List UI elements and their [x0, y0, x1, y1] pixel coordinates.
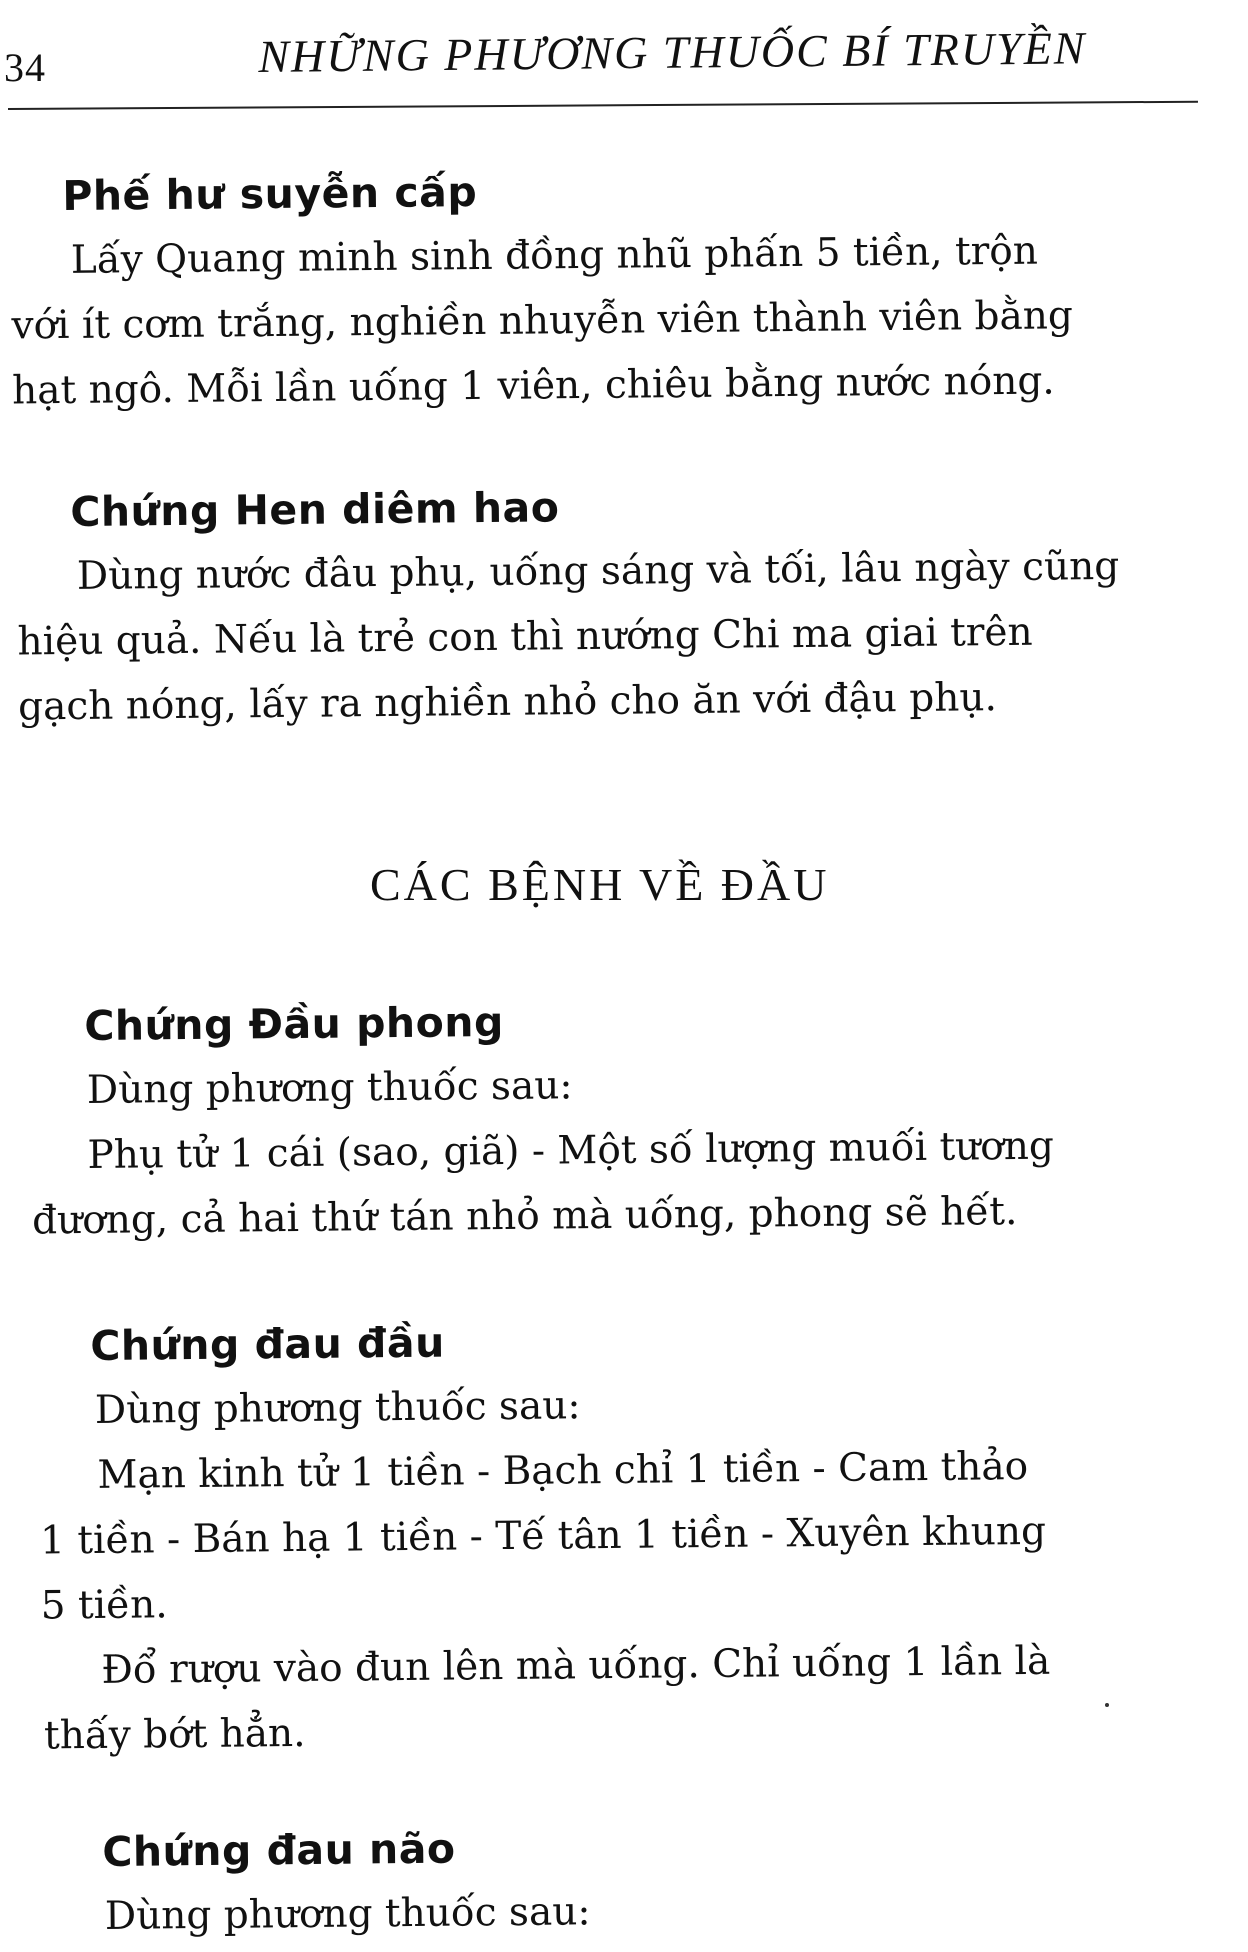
paragraph-line: thấy bớt hẳn.	[43, 1710, 306, 1759]
section-heading: Chứng Đầu phong	[84, 997, 505, 1050]
paragraph-line: Dùng nước đâu phụ, uống sáng và tối, lâu ngày cũng	[76, 543, 1120, 599]
section-heading: Chứng đau não	[102, 1824, 456, 1876]
paragraph-line: Dùng phương thuốc sau:	[94, 1383, 581, 1433]
paragraph-line: Đổ rượu vào đun lên mà uống. Chỉ uống 1 lần là	[101, 1638, 1051, 1693]
paragraph-line: Mạn kinh tử 1 tiền - Bạch chỉ 1 tiền - Cam thảo	[97, 1444, 1029, 1498]
section-heading: Phế hư suyễn cấp	[62, 168, 478, 220]
header-divider	[8, 101, 1198, 110]
section-phe-hu-suyen-cap	[11, 154, 1074, 423]
paragraph-line: Phụ tử 1 cái (sao, giã) - Một số lượng muối tương	[87, 1123, 1055, 1178]
running-title: NHỮNG PHƯƠNG THUỐC BÍ TRUYỀN	[258, 22, 1087, 82]
paragraph-line: hạt ngô. Mỗi lần uống 1 viên, chiêu bằng nước nóng.	[11, 358, 1055, 414]
paragraph-line: 1 tiền - Bán hạ 1 tiền - Tế tân 1 tiền - Xuyên khung	[39, 1508, 1047, 1564]
paragraph-line: 5 tiền.	[40, 1582, 168, 1629]
chapter-title: CÁC BỆNH VỀ ĐẦU	[370, 859, 830, 910]
paragraph-line: gạch nóng, lấy ra nghiền nhỏ cho ăn với đậu phụ.	[17, 675, 998, 730]
paragraph-line: đương, cả hai thứ tán nhỏ mà uống, phong sẽ hết.	[31, 1189, 1018, 1244]
print-speck	[1105, 1703, 1109, 1707]
section-heading: Chứng Hen diêm hao	[70, 483, 560, 536]
section-heading: Chứng đau đầu	[90, 1318, 445, 1370]
section-hen-diem-hao	[17, 470, 1121, 739]
paragraph-line: Lấy Quang minh sinh đồng nhũ phấn 5 tiền, trộn	[70, 228, 1039, 283]
section-dau-nao	[102, 1815, 591, 1949]
section-dau-dau	[39, 1305, 1051, 1768]
section-dau-phong	[31, 985, 1055, 1253]
paragraph-line: Dùng phương thuốc sau:	[86, 1063, 573, 1113]
paragraph-line: hiệu quả. Nếu là trẻ con thì nướng Chi ma giai trên	[17, 609, 1033, 665]
paragraph-line: với ít cơm trắng, nghiền nhuyễn viên thành viên bằng	[11, 293, 1074, 349]
paragraph-line: Dùng phương thuốc sau:	[104, 1889, 591, 1939]
page-number: 34	[4, 45, 46, 90]
